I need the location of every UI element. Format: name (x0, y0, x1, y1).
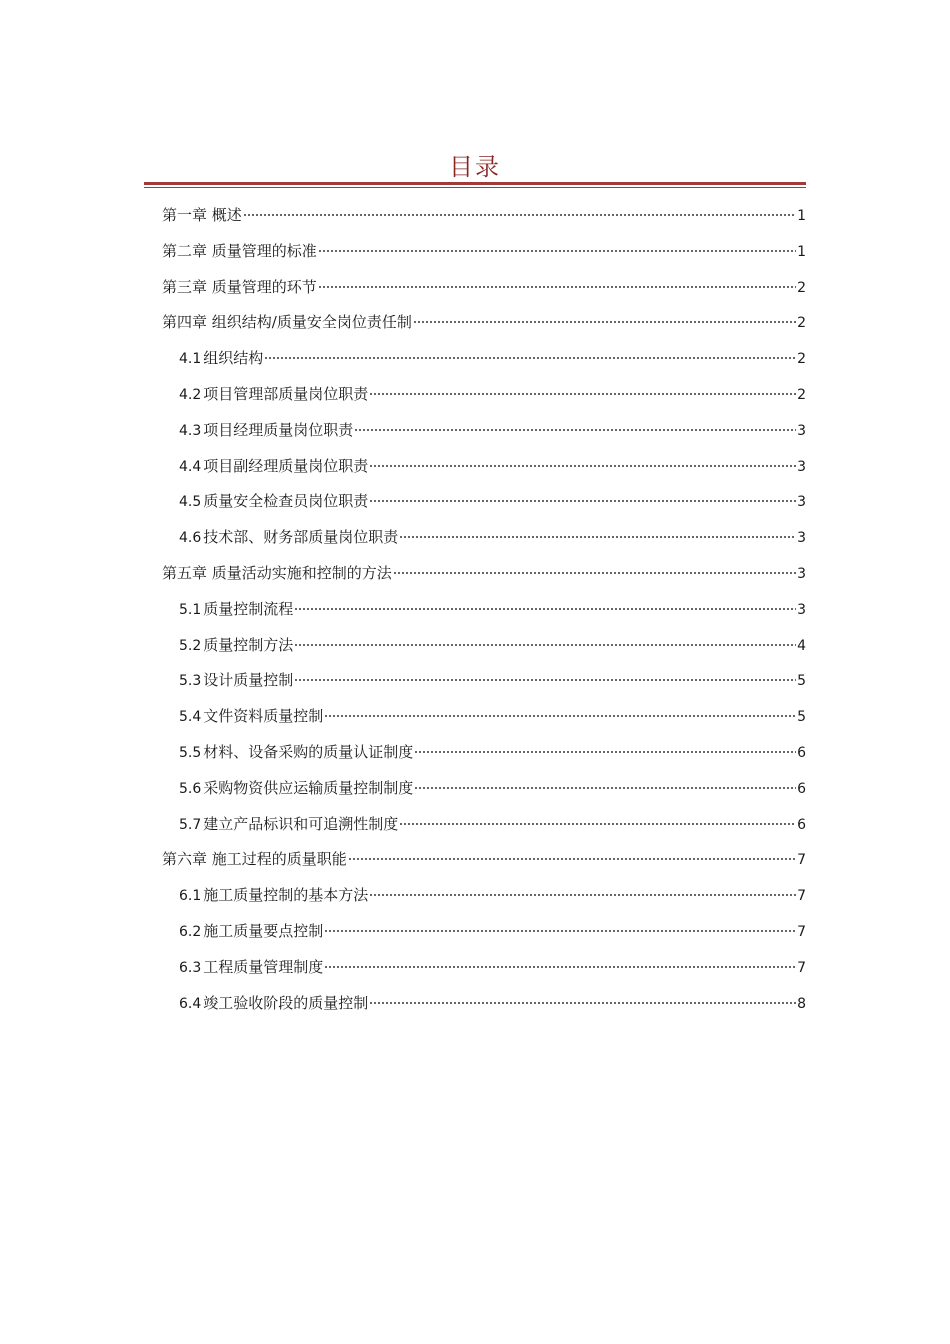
toc-entry-number: 4.2 (179, 386, 202, 403)
toc-entry-label (162, 198, 242, 234)
toc-entry-label (179, 341, 263, 378)
toc-entry-text: 文件资料质量控制 (203, 707, 324, 726)
toc-entry-number: 5.5 (179, 744, 202, 761)
toc-page-number: 3 (797, 458, 806, 475)
toc-entry[interactable] (162, 842, 806, 878)
toc-entry-text: 第六章 施工过程的质量职能 (162, 850, 347, 869)
toc-entry-label (179, 377, 368, 414)
toc-page-number: 3 (797, 422, 806, 439)
toc-entry-text: 材料、设备采购的质量认证制度 (203, 742, 414, 761)
toc-page-number: 6 (797, 780, 806, 797)
toc-page-number: 5 (797, 673, 806, 690)
toc-entry-number: 4.5 (179, 494, 202, 511)
toc-entry[interactable] (162, 878, 806, 914)
toc-page-number: 5 (797, 709, 806, 726)
toc-entry-text: 质量安全检查员岗位职责 (203, 492, 369, 511)
title-rule-thick (144, 182, 806, 185)
toc-dot-leader (369, 1002, 796, 1004)
toc-entry[interactable] (162, 771, 806, 807)
toc-dot-leader (413, 321, 796, 323)
toc-entry[interactable] (162, 735, 806, 771)
toc-entry-text: 第一章 概述 (162, 206, 242, 224)
toc-entry-text: 项目经理质量岗位职责 (203, 420, 354, 439)
toc-entry[interactable] (162, 807, 806, 843)
toc-entry-label (179, 699, 323, 736)
toc-page-number: 2 (797, 351, 806, 368)
toc-page-number: 7 (797, 923, 806, 940)
toc-page-number: 7 (797, 959, 806, 976)
toc-entry-text: 工程质量管理制度 (203, 957, 324, 976)
toc-entry-number: 4.4 (179, 458, 202, 475)
toc-page-number: 6 (797, 816, 806, 833)
toc-entry[interactable] (162, 377, 806, 413)
toc-entry-number: 6.1 (179, 888, 202, 905)
toc-page-number: 2 (797, 315, 806, 332)
toc-entry[interactable] (162, 341, 806, 377)
toc-entry-number: 5.7 (179, 816, 202, 833)
toc-dot-leader (348, 858, 796, 860)
toc-dot-leader (324, 715, 796, 717)
toc-entry-number: 5.2 (179, 637, 202, 654)
toc-entry[interactable] (162, 699, 806, 735)
toc-entry-text: 第四章 组织结构/质量安全岗位责任制 (162, 313, 412, 332)
toc-entry-text: 第二章 质量管理的标准 (162, 241, 317, 260)
toc-entry-number: 4.3 (179, 422, 202, 439)
toc-dot-leader (318, 250, 796, 252)
toc-page-number: 7 (797, 888, 806, 905)
toc-entry-number: 6.4 (179, 995, 202, 1012)
toc-page-number: 3 (797, 530, 806, 547)
toc-page-number: 6 (797, 744, 806, 761)
toc-entry-text: 第三章 质量管理的环节 (162, 277, 317, 296)
toc-dot-leader (294, 644, 796, 646)
toc-entry-text: 设计质量控制 (203, 671, 294, 690)
toc-entry[interactable] (162, 663, 806, 699)
toc-entry-number: 5.1 (179, 601, 202, 618)
toc-entry-text: 质量控制方法 (203, 635, 294, 654)
toc-entry-label (179, 484, 368, 521)
toc-entry-number: 5.6 (179, 780, 202, 797)
toc-dot-leader (324, 930, 796, 932)
toc-dot-leader (393, 572, 796, 574)
toc-entry-label (162, 842, 347, 878)
toc-page-number: 2 (797, 279, 806, 296)
toc-entry-label (162, 556, 392, 592)
toc-entry-label (179, 592, 293, 629)
toc-entry-number: 5.4 (179, 709, 202, 726)
toc-entry-number: 4.1 (179, 351, 202, 368)
toc-entry-label (179, 878, 368, 915)
toc-dot-leader (414, 751, 796, 753)
toc-page-number: 1 (797, 208, 806, 224)
toc-entry-text: 竣工验收阶段的质量控制 (203, 993, 369, 1012)
toc-dot-leader (318, 286, 796, 288)
toc-entry[interactable] (162, 270, 806, 306)
toc-entry[interactable] (162, 234, 806, 270)
toc-entry-text: 组织结构 (203, 349, 264, 368)
toc-entry-label (179, 771, 413, 808)
toc-entry-text: 技术部、财务部质量岗位职责 (203, 528, 399, 547)
toc-entry-label (179, 628, 293, 665)
toc-dot-leader (369, 500, 796, 502)
toc-entry-label (179, 807, 398, 844)
toc-dot-leader (264, 357, 796, 359)
toc-entry-number: 5.3 (179, 673, 202, 690)
toc-entry[interactable] (162, 556, 806, 592)
toc-entry[interactable] (162, 520, 806, 556)
toc-page-number: 4 (797, 637, 806, 654)
toc-entry[interactable] (162, 950, 806, 986)
toc-page-number: 3 (797, 601, 806, 618)
toc-entry-label (179, 413, 353, 450)
toc-page-number: 3 (797, 494, 806, 511)
toc-dot-leader (294, 608, 796, 610)
toc-entry-label (162, 234, 317, 270)
toc-page-number: 3 (797, 565, 806, 582)
toc-dot-leader (399, 823, 796, 825)
toc-entry-label (179, 735, 413, 772)
toc-entry[interactable] (162, 198, 806, 234)
toc-entry[interactable] (162, 914, 806, 950)
toc-entry[interactable] (162, 413, 806, 449)
toc-entry-text: 第五章 质量活动实施和控制的方法 (162, 563, 392, 582)
toc-dot-leader (354, 429, 796, 431)
toc-entry[interactable] (162, 986, 806, 1022)
toc-page-number: 2 (797, 386, 806, 403)
toc-page-number: 7 (797, 852, 806, 869)
toc-entry-label (179, 449, 368, 486)
toc-page-number: 8 (797, 995, 806, 1012)
toc-entry-label (179, 914, 323, 951)
toc-page-number: 1 (797, 243, 806, 260)
toc-entry-label (162, 270, 317, 306)
toc-entry-label (179, 520, 398, 557)
toc-entry-text: 施工质量控制的基本方法 (203, 886, 369, 905)
toc-dot-leader (369, 894, 796, 896)
toc-entry-number: 6.2 (179, 923, 202, 940)
toc-entry-text: 采购物资供应运输质量控制制度 (203, 778, 414, 797)
toc-entry-text: 质量控制流程 (203, 599, 294, 618)
toc-entry-number: 6.3 (179, 959, 202, 976)
toc-dot-leader (369, 393, 796, 395)
title-rule-thin (144, 187, 806, 188)
toc-dot-leader (243, 214, 796, 216)
toc-entry-label (179, 950, 323, 987)
toc-title: 目录 (449, 153, 501, 181)
toc-entry[interactable] (162, 628, 806, 664)
toc-entry-label (179, 986, 368, 1023)
toc-dot-leader (414, 787, 796, 789)
toc-entry-text: 项目管理部质量岗位职责 (203, 384, 369, 403)
toc-entry-label (162, 305, 412, 341)
toc-entry[interactable] (162, 305, 806, 341)
toc-dot-leader (399, 536, 796, 538)
toc-entry[interactable] (162, 449, 806, 485)
toc-entry-label (179, 663, 293, 700)
toc-entry[interactable] (162, 592, 806, 628)
toc-dot-leader (369, 465, 796, 467)
toc-list (162, 198, 806, 1021)
toc-entry-text: 项目副经理质量岗位职责 (203, 456, 369, 475)
toc-entry-number: 4.6 (179, 530, 202, 547)
toc-entry-text: 施工质量要点控制 (203, 921, 324, 940)
toc-entry[interactable] (162, 484, 806, 520)
toc-dot-leader (324, 966, 796, 968)
toc-dot-leader (294, 679, 796, 681)
toc-entry-text: 建立产品标识和可追溯性制度 (203, 814, 399, 833)
